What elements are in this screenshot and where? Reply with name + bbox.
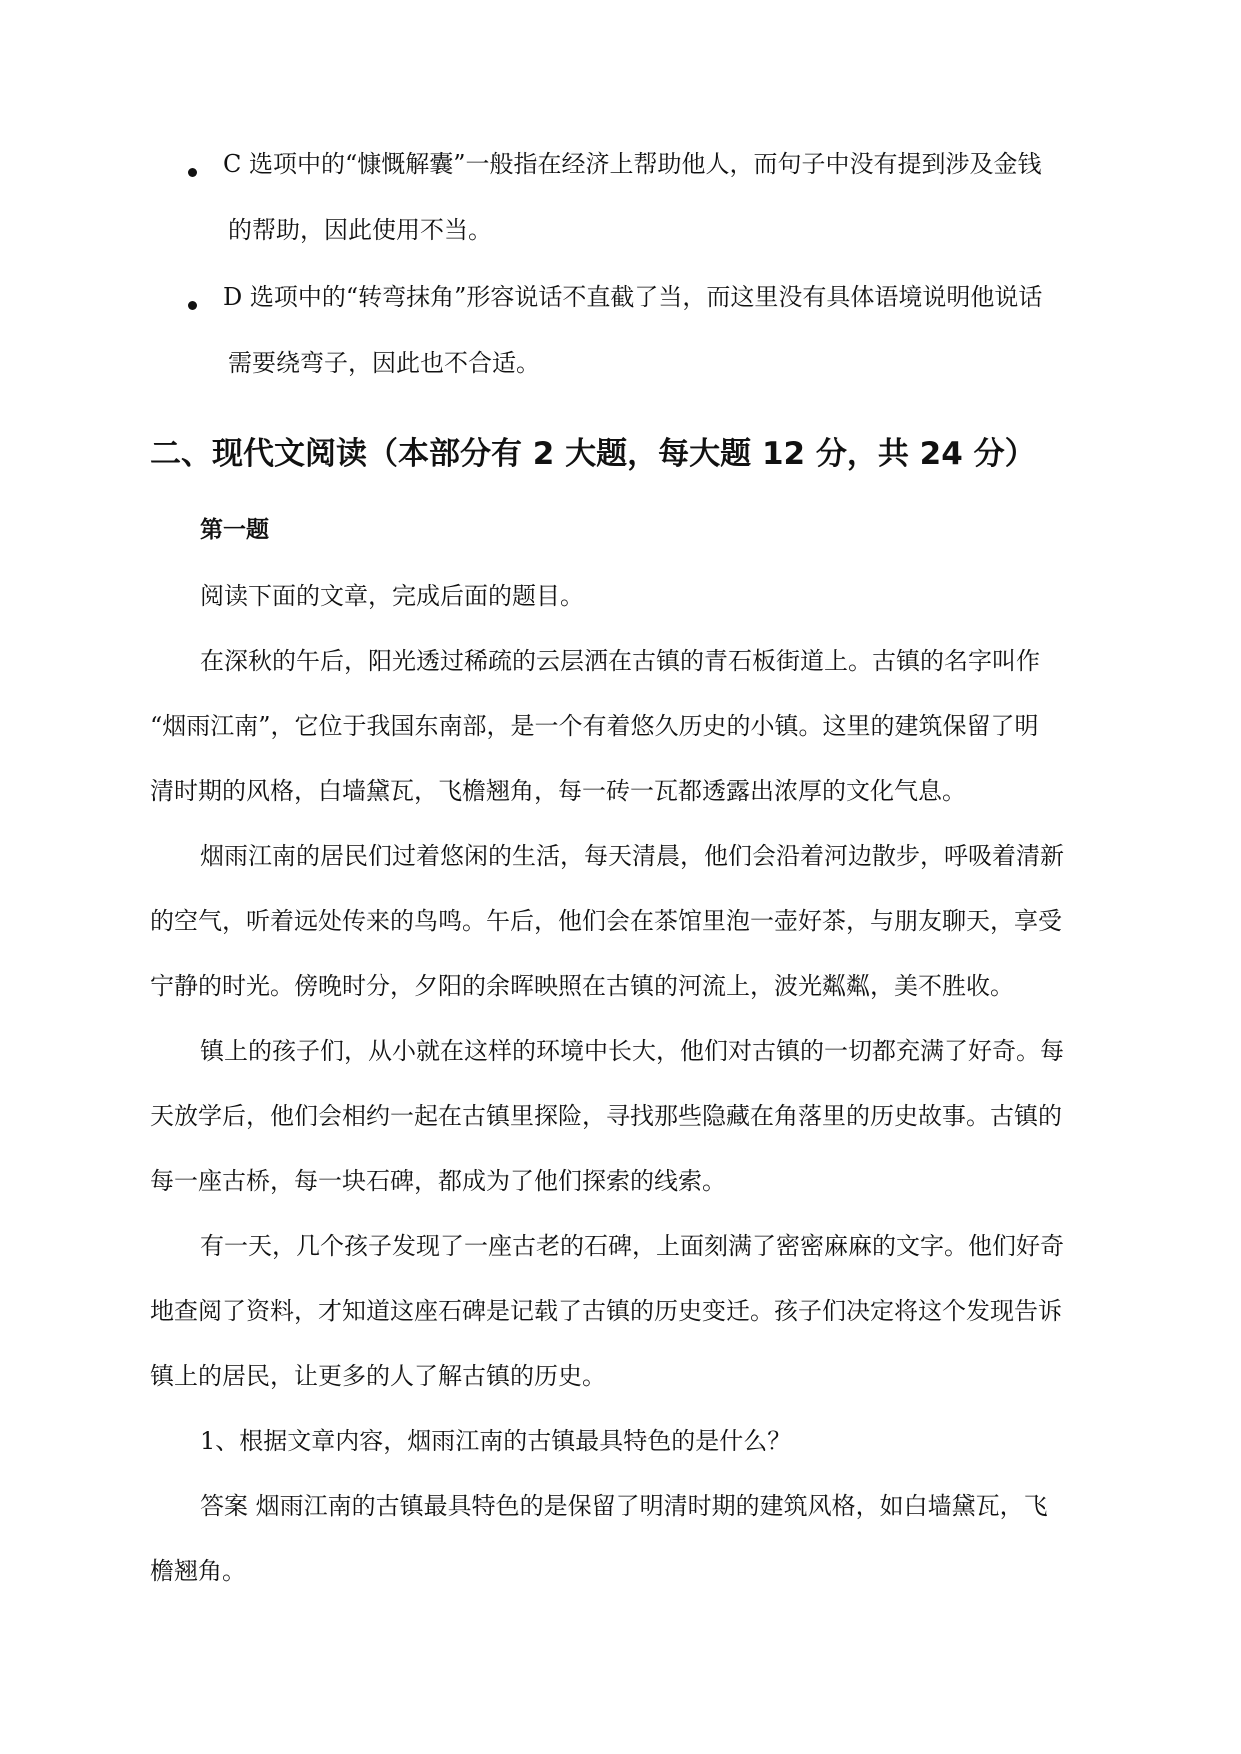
section-title: 二、现代文阅读（本部分有 2 大题，每大题 12 分，共 24 分） [150, 436, 1036, 472]
passage-line: 在深秋的午后，阳光透过稀疏的云层洒在古镇的青石板街道上。古镇的名字叫作 [200, 647, 1040, 675]
bullet-text-line: 的帮助，因此使用不当。 [228, 216, 492, 244]
bullet-dot-icon [188, 301, 197, 310]
passage-line: 宁静的时光。傍晚时分，夕阳的余晖映照在古镇的河流上，波光粼粼，美不胜收。 [150, 972, 1014, 1000]
passage-line: 镇上的居民，让更多的人了解古镇的历史。 [150, 1362, 606, 1390]
question-text: 1、根据文章内容，烟雨江南的古镇最具特色的是什么？ [200, 1427, 792, 1455]
passage-line: 的空气，听着远处传来的鸟鸣。午后，他们会在茶馆里泡一壶好茶，与朋友聊天，享受 [150, 907, 1062, 935]
instruction-text: 阅读下面的文章，完成后面的题目。 [200, 582, 584, 610]
passage-line: 每一座古桥，每一块石碑，都成为了他们探索的线索。 [150, 1167, 726, 1195]
passage-line: 烟雨江南的居民们过着悠闲的生活，每天清晨，他们会沿着河边散步，呼吸着清新 [200, 842, 1064, 870]
passage-line: “烟雨江南”，它位于我国东南部，是一个有着悠久历史的小镇。这里的建筑保留了明 [150, 712, 1039, 740]
bullet-text-line: C 选项中的“慷慨解囊”一般指在经济上帮助他人，而句子中没有提到涉及金钱 [223, 150, 1042, 178]
question-subtitle: 第一题 [200, 517, 269, 543]
passage-line: 地查阅了资料，才知道这座石碑是记载了古镇的历史变迁。孩子们决定将这个发现告诉 [150, 1297, 1062, 1325]
bullet-text-line: D 选项中的“转弯抹角”形容说话不直截了当，而这里没有具体语境说明他说话 [223, 283, 1043, 311]
passage-line: 清时期的风格，白墙黛瓦，飞檐翘角，每一砖一瓦都透露出浓厚的文化气息。 [150, 777, 966, 805]
passage-line: 镇上的孩子们，从小就在这样的环境中长大，他们对古镇的一切都充满了好奇。每 [200, 1037, 1064, 1065]
bullet-text-line: 需要绕弯子，因此也不合适。 [228, 349, 540, 377]
passage-line: 天放学后，他们会相约一起在古镇里探险，寻找那些隐藏在角落里的历史故事。古镇的 [150, 1102, 1062, 1130]
passage-line: 有一天，几个孩子发现了一座古老的石碑，上面刻满了密密麻麻的文字。他们好奇 [200, 1232, 1064, 1260]
answer-text: 答案 烟雨江南的古镇最具特色的是保留了明清时期的建筑风格，如白墙黛瓦，飞 [200, 1492, 1048, 1520]
answer-text: 檐翘角。 [150, 1557, 246, 1585]
bullet-dot-icon [188, 168, 197, 177]
